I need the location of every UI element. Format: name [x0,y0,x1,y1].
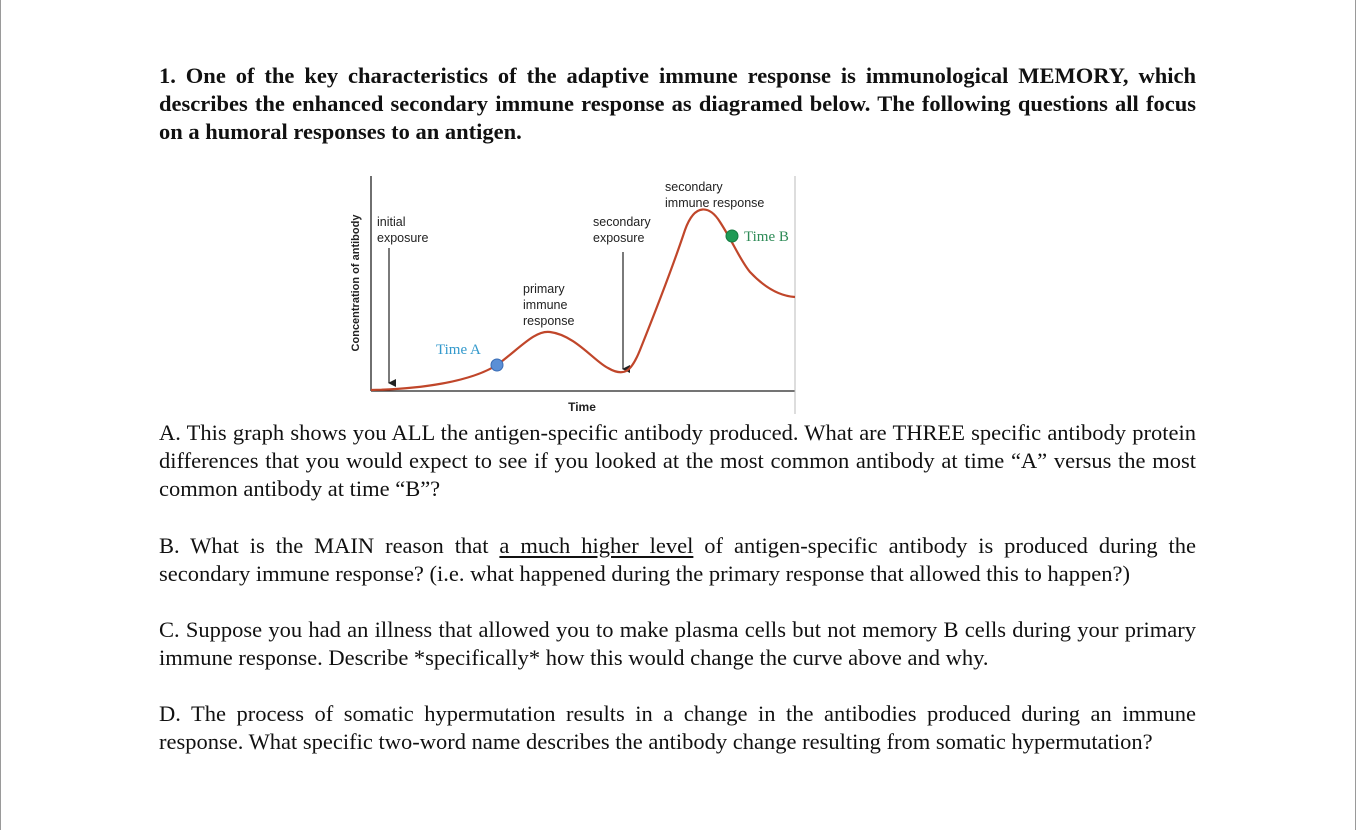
part-a-question: A. This graph shows you ALL the antigen-specific antibody produced. What are THREE specific antibody protein differences that you would expect to see if you looked at the most common antibody at time “A” versus the most common antibody at time “B”? [159,420,1196,501]
time-a-marker [491,359,503,371]
primary-response-line-1: primary [523,282,565,296]
y-axis-label: Concentration of antibody [350,214,362,352]
secondary-response-line-1: secondary [665,180,723,194]
initial-exposure-label [377,215,428,245]
primary-response-line-3: response [523,314,575,328]
time-b-label: Time B [744,229,789,245]
antibody-response-graph [340,170,810,420]
initial-exposure-line-1: initial [377,215,406,229]
part-b-underlined-phrase: a much higher level [499,533,694,558]
question-intro: 1. One of the key characteristics of the adaptive immune response is immunological MEMORY, which describes the enhanced secondary immune response as diagramed below. The following questions all focus on a humoral responses to an antigen. [159,63,1196,144]
x-axis-label: Time [568,400,596,414]
primary-response-line-2: immune [523,298,568,312]
secondary-exposure-line-2: exposure [593,231,645,245]
time-a-label: Time A [436,342,481,358]
antibody-response-figure [340,170,810,420]
part-b-text-start: B. What is the MAIN reason that [159,533,500,558]
part-d-question: D. The process of somatic hypermutation results in a change in the antibodies produced during an immune response. What specific two-word name describes the antibody change resulting from somatic hypermutation? [159,701,1196,754]
page-border-left [0,0,1,830]
secondary-response-label [665,180,764,210]
initial-exposure-line-2: exposure [377,231,429,245]
part-b-question [159,532,1196,588]
secondary-exposure-line-1: secondary [593,215,651,229]
time-b-marker [726,230,738,242]
secondary-response-line-2: immune response [665,196,765,210]
primary-response-label [523,282,574,328]
part-b-text-end: of antigen-specific antibody is produced during the secondary immune response? (i.e. what happened during the primary response that allowed this to happen?) [159,533,1196,586]
part-c-question: C. Suppose you had an illness that allowed you to make plasma cells but not memory B cells during your primary immune response. Describe *specifically* how this would change the curve above and why. [159,617,1196,670]
secondary-exposure-label [593,215,654,245]
